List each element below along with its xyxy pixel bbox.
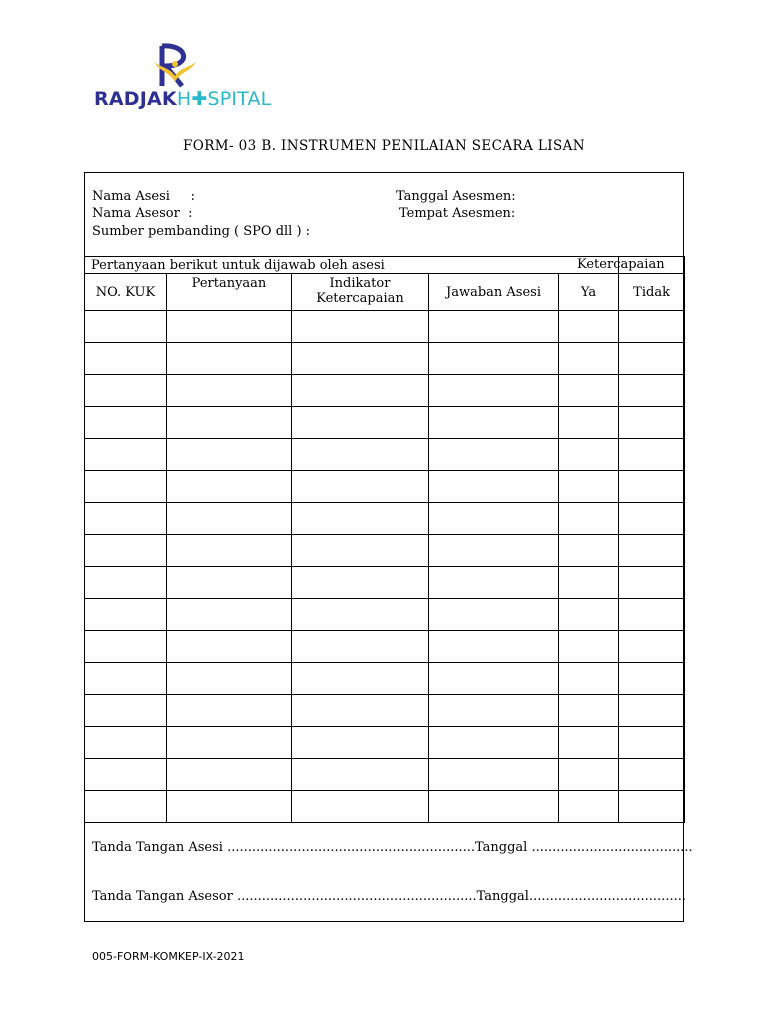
signature-asesor-line: Tanda Tangan Asesor ..........................................................Tanggal...................................... bbox=[92, 889, 686, 904]
cell-ya[interactable] bbox=[559, 439, 619, 471]
cell-indikator[interactable] bbox=[292, 343, 429, 375]
hospital-logo bbox=[94, 42, 274, 112]
header-indikator bbox=[292, 274, 429, 311]
cell-indikator[interactable] bbox=[292, 503, 429, 535]
signature-asesi-line: Tanda Tangan Asesi ............................................................Tanggal ....................................... bbox=[92, 840, 693, 855]
cell-jawaban[interactable] bbox=[429, 663, 559, 695]
table-row bbox=[85, 791, 685, 823]
cell-jawaban[interactable] bbox=[429, 471, 559, 503]
cell-pertanyaan[interactable] bbox=[167, 311, 292, 343]
cell-indikator[interactable] bbox=[292, 695, 429, 727]
table-row bbox=[85, 727, 685, 759]
sumber-pembanding-label: Sumber pembanding ( SPO dll ) : bbox=[92, 224, 311, 239]
cell-jawaban[interactable] bbox=[429, 631, 559, 663]
cell-ya[interactable] bbox=[559, 695, 619, 727]
cell-jawaban[interactable] bbox=[429, 599, 559, 631]
table-row bbox=[85, 375, 685, 407]
header-tidak: Tidak bbox=[619, 274, 685, 311]
cell-jawaban[interactable] bbox=[429, 727, 559, 759]
logo-text bbox=[94, 88, 271, 110]
cell-pertanyaan[interactable] bbox=[167, 631, 292, 663]
table-row bbox=[85, 599, 685, 631]
header-no-kuk: NO. KUK bbox=[85, 274, 167, 311]
table-row bbox=[85, 439, 685, 471]
cell-no-kuk[interactable] bbox=[85, 343, 167, 375]
cell-tidak[interactable] bbox=[619, 759, 685, 791]
nama-asesor-label: Nama Asesor : bbox=[92, 206, 193, 221]
cell-tidak[interactable] bbox=[619, 439, 685, 471]
cell-no-kuk[interactable] bbox=[85, 567, 167, 599]
cell-pertanyaan[interactable] bbox=[167, 439, 292, 471]
cell-pertanyaan[interactable] bbox=[167, 343, 292, 375]
form-code: 005-FORM-KOMKEP-IX-2021 bbox=[92, 950, 245, 963]
cell-no-kuk[interactable] bbox=[85, 471, 167, 503]
cell-jawaban[interactable] bbox=[429, 535, 559, 567]
table-row bbox=[85, 535, 685, 567]
nama-asesi-label: Nama Asesi : bbox=[92, 189, 195, 204]
cell-jawaban[interactable] bbox=[429, 343, 559, 375]
cell-no-kuk[interactable] bbox=[85, 727, 167, 759]
cell-indikator[interactable] bbox=[292, 727, 429, 759]
logo-text-radjak: RADJAK bbox=[94, 88, 177, 110]
cell-pertanyaan[interactable] bbox=[167, 599, 292, 631]
cell-no-kuk[interactable] bbox=[85, 407, 167, 439]
cell-indikator[interactable] bbox=[292, 663, 429, 695]
cell-no-kuk[interactable] bbox=[85, 375, 167, 407]
cell-pertanyaan[interactable] bbox=[167, 375, 292, 407]
cell-pertanyaan[interactable] bbox=[167, 567, 292, 599]
cell-pertanyaan[interactable] bbox=[167, 695, 292, 727]
cell-no-kuk[interactable] bbox=[85, 439, 167, 471]
header-ya: Ya bbox=[559, 274, 619, 311]
cell-jawaban[interactable] bbox=[429, 439, 559, 471]
cell-indikator[interactable] bbox=[292, 375, 429, 407]
cell-indikator[interactable] bbox=[292, 311, 429, 343]
cell-ya[interactable] bbox=[559, 375, 619, 407]
cell-jawaban[interactable] bbox=[429, 407, 559, 439]
cell-tidak[interactable] bbox=[619, 375, 685, 407]
logo-text-spital: SPITAL bbox=[207, 88, 272, 110]
cell-pertanyaan[interactable] bbox=[167, 407, 292, 439]
cell-tidak[interactable] bbox=[619, 567, 685, 599]
cell-tidak[interactable] bbox=[619, 471, 685, 503]
cell-indikator[interactable] bbox=[292, 439, 429, 471]
table-row bbox=[85, 695, 685, 727]
cell-indikator[interactable] bbox=[292, 471, 429, 503]
cell-ya[interactable] bbox=[559, 471, 619, 503]
question-note: Pertanyaan berikut untuk dijawab oleh asesi bbox=[85, 257, 619, 274]
cell-ya[interactable] bbox=[559, 759, 619, 791]
cell-tidak[interactable] bbox=[619, 631, 685, 663]
cell-pertanyaan[interactable] bbox=[167, 791, 292, 823]
cell-jawaban[interactable] bbox=[429, 695, 559, 727]
table-row bbox=[85, 407, 685, 439]
tanggal-asesmen-label: Tanggal Asesmen: bbox=[396, 189, 516, 204]
cell-tidak[interactable] bbox=[619, 599, 685, 631]
cell-indikator[interactable] bbox=[292, 535, 429, 567]
cell-no-kuk[interactable] bbox=[85, 631, 167, 663]
cell-tidak[interactable] bbox=[619, 535, 685, 567]
cell-jawaban[interactable] bbox=[429, 791, 559, 823]
logo-text-h: H bbox=[176, 88, 192, 110]
cell-no-kuk[interactable] bbox=[85, 791, 167, 823]
cell-no-kuk[interactable] bbox=[85, 663, 167, 695]
cell-ya[interactable] bbox=[559, 311, 619, 343]
cell-pertanyaan[interactable] bbox=[167, 727, 292, 759]
header-indikator-line1: Indikator bbox=[329, 276, 391, 291]
cell-jawaban[interactable] bbox=[429, 503, 559, 535]
cell-tidak[interactable] bbox=[619, 791, 685, 823]
cell-indikator[interactable] bbox=[292, 567, 429, 599]
cell-ya[interactable] bbox=[559, 663, 619, 695]
cell-tidak[interactable] bbox=[619, 343, 685, 375]
cell-no-kuk[interactable] bbox=[85, 759, 167, 791]
header-jawaban: Jawaban Asesi bbox=[429, 274, 559, 311]
cell-tidak[interactable] bbox=[619, 407, 685, 439]
header-pertanyaan: Pertanyaan bbox=[167, 274, 292, 311]
cell-jawaban[interactable] bbox=[429, 375, 559, 407]
cell-no-kuk[interactable] bbox=[85, 599, 167, 631]
cell-ya[interactable] bbox=[559, 407, 619, 439]
cell-jawaban[interactable] bbox=[429, 567, 559, 599]
cell-no-kuk[interactable] bbox=[85, 695, 167, 727]
cell-indikator[interactable] bbox=[292, 759, 429, 791]
table-row bbox=[85, 311, 685, 343]
cell-tidak[interactable] bbox=[619, 727, 685, 759]
table-row bbox=[85, 663, 685, 695]
table-row bbox=[85, 759, 685, 791]
tempat-asesmen-label: Tempat Asesmen: bbox=[399, 206, 516, 221]
cell-indikator[interactable] bbox=[292, 631, 429, 663]
cell-ya[interactable] bbox=[559, 343, 619, 375]
header-indikator-line2: Ketercapaian bbox=[316, 291, 404, 306]
cell-indikator[interactable] bbox=[292, 599, 429, 631]
cell-pertanyaan[interactable] bbox=[167, 663, 292, 695]
table-row bbox=[85, 471, 685, 503]
cell-pertanyaan[interactable] bbox=[167, 535, 292, 567]
cell-pertanyaan[interactable] bbox=[167, 503, 292, 535]
table-row bbox=[85, 567, 685, 599]
cell-ya[interactable] bbox=[559, 599, 619, 631]
table-row bbox=[85, 343, 685, 375]
cell-indikator[interactable] bbox=[292, 791, 429, 823]
cell-jawaban[interactable] bbox=[429, 311, 559, 343]
cell-pertanyaan[interactable] bbox=[167, 471, 292, 503]
cell-ya[interactable] bbox=[559, 535, 619, 567]
form-title: FORM- 03 B. INSTRUMEN PENILAIAN SECARA LISAN bbox=[182, 138, 586, 154]
cell-tidak[interactable] bbox=[619, 311, 685, 343]
plus-icon: ✚ bbox=[191, 88, 208, 110]
ketercapaian-label: Ketercapaian bbox=[577, 257, 665, 272]
logo-mark-icon bbox=[148, 42, 204, 90]
cell-ya[interactable] bbox=[559, 503, 619, 535]
cell-jawaban[interactable] bbox=[429, 759, 559, 791]
assessment-table bbox=[84, 256, 685, 823]
cell-no-kuk[interactable] bbox=[85, 503, 167, 535]
cell-no-kuk[interactable] bbox=[85, 311, 167, 343]
cell-ya[interactable] bbox=[559, 631, 619, 663]
cell-ya[interactable] bbox=[559, 727, 619, 759]
cell-ya[interactable] bbox=[559, 567, 619, 599]
cell-indikator[interactable] bbox=[292, 407, 429, 439]
cell-tidak[interactable] bbox=[619, 663, 685, 695]
table-row bbox=[85, 503, 685, 535]
cell-no-kuk[interactable] bbox=[85, 535, 167, 567]
cell-pertanyaan[interactable] bbox=[167, 759, 292, 791]
cell-tidak[interactable] bbox=[619, 695, 685, 727]
table-row bbox=[85, 631, 685, 663]
cell-ya[interactable] bbox=[559, 791, 619, 823]
cell-tidak[interactable] bbox=[619, 503, 685, 535]
